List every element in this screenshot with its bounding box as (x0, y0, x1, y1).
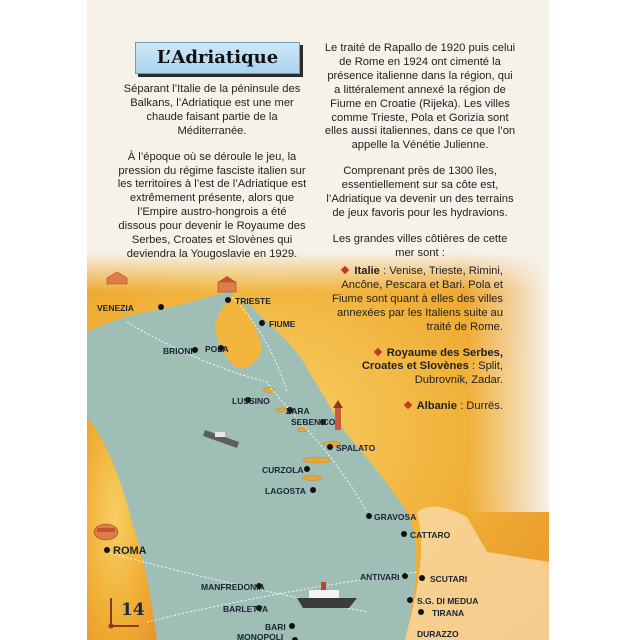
gravosa-dot (366, 513, 372, 519)
venezia-dot (158, 304, 164, 310)
curzola-dot (304, 466, 310, 472)
map-label-venezia: VENEZIA (97, 303, 134, 313)
cattaro-dot (401, 531, 407, 537)
map-label-fiume: FIUME (269, 319, 296, 329)
page-number-box (107, 596, 145, 630)
map-label-manfredonia: MANFREDONIA (201, 582, 265, 592)
list-item-label: Albanie (416, 400, 457, 413)
list-item-text: : Split, Dubrovnik, Zadar. (414, 360, 503, 387)
list-item-label: Italie (354, 265, 380, 277)
map-label-brioni: BRIONI (163, 346, 193, 356)
list-item-text: : Durrës. (456, 400, 503, 413)
paragraph: Les grandes villes côtières de cette mer sont : (332, 232, 508, 259)
fiume-dot (259, 320, 265, 326)
book-page (87, 0, 549, 640)
list-item-label: Royaume des Serbes, Croates et Slovènes (361, 346, 503, 373)
antivari-dot (402, 573, 408, 579)
map-label-antivari: ANTIVARI (360, 572, 400, 582)
bari-dot (289, 623, 295, 629)
map-label-sg-medua: S.G. DI MEDUA (417, 596, 479, 606)
roma-dot (104, 547, 110, 553)
spalato-dot (327, 444, 333, 450)
list-item (331, 265, 503, 335)
section-title: L’Adriatique (156, 47, 279, 68)
map-label-roma: ROMA (113, 545, 147, 557)
map-label-trieste: TRIESTE (235, 296, 271, 306)
roma-colosseum-icon (94, 524, 118, 540)
map-label-curzola: CURZOLA (262, 465, 304, 475)
map-label-bari: BARI (265, 622, 286, 632)
list-item (331, 347, 503, 389)
paragraph: À l’époque où se déroule le jeu, la pression du régime fasciste italien sur les territoires à l’est de l’Adriatique est extrêmement présente, alors que l’Empire austro-hongrois a été dissous pour devenir le Royaume des Serbes, Croates et Slovènes qui deviendra la Yougoslavie en 1929. (117, 150, 307, 260)
lagosta-dot (310, 487, 316, 493)
paragraph: Le traité de Rapallo de 1920 puis celui de Rome en 1924 ont cimenté la présence italienne dans la région, qui a littéralement annexé la région de Fiume en Croatie (Rijeka). Les villes comme Trieste, Pola et Gorizia sont elles aussi italiennes, dans ce que l’on appelle la Vénétie Julienne. (324, 42, 516, 152)
page-number: 14 (121, 600, 145, 620)
list-item (331, 400, 503, 414)
diamond-bullet-icon (341, 266, 349, 274)
diamond-bullet-icon (373, 347, 381, 355)
sg-medua-dot (407, 597, 413, 603)
map-label-zara: ZARA (286, 406, 310, 416)
map-label-scutari: SCUTARI (430, 574, 468, 584)
paragraph: Séparant l’Italie de la péninsule des Balkans, l’Adriatique est une mer chaude faisant partie de la Méditerranée. (123, 83, 301, 137)
map-label-sebenico: SEBENICO (291, 417, 336, 427)
diamond-bullet-icon (403, 401, 411, 409)
map-label-barletta: BARLETTA (223, 604, 269, 614)
map-label-monopoli: MONOPOLI (237, 632, 284, 640)
map-label-tirana: TIRANA (432, 608, 465, 618)
map-label-gravosa: GRAVOSA (374, 512, 417, 522)
map-label-pola: POLA (205, 344, 229, 354)
brioni-dot (192, 347, 198, 353)
list-item-text: : Venise, Trieste, Rimini, Ancône, Pescara et Bari. Pola et Fiume sont quant à elles des villes annexées par les Italiens suite au traité de Rome. (331, 265, 503, 333)
coastal-cities-list (331, 265, 503, 426)
right-text-column (323, 42, 517, 273)
left-text-column (117, 83, 307, 274)
scutari-dot (419, 575, 425, 581)
map-label-lagosta: LAGOSTA (265, 486, 306, 496)
paragraph: Comprenant près de 1300 îles, essentiellement sur sa côte est, l’Adriatique va devenir un des terrains de jeux favoris pour les hydravions. (326, 165, 514, 219)
map-label-lussino: LUSSINO (232, 396, 270, 406)
map-label-durazzo: DURAZZO (417, 629, 459, 639)
map-label-cattaro: CATTARO (410, 530, 451, 540)
map-label-spalato: SPALATO (336, 443, 376, 453)
section-title-box (135, 42, 300, 74)
durazzo-dot (418, 609, 424, 615)
trieste-dot (225, 297, 231, 303)
